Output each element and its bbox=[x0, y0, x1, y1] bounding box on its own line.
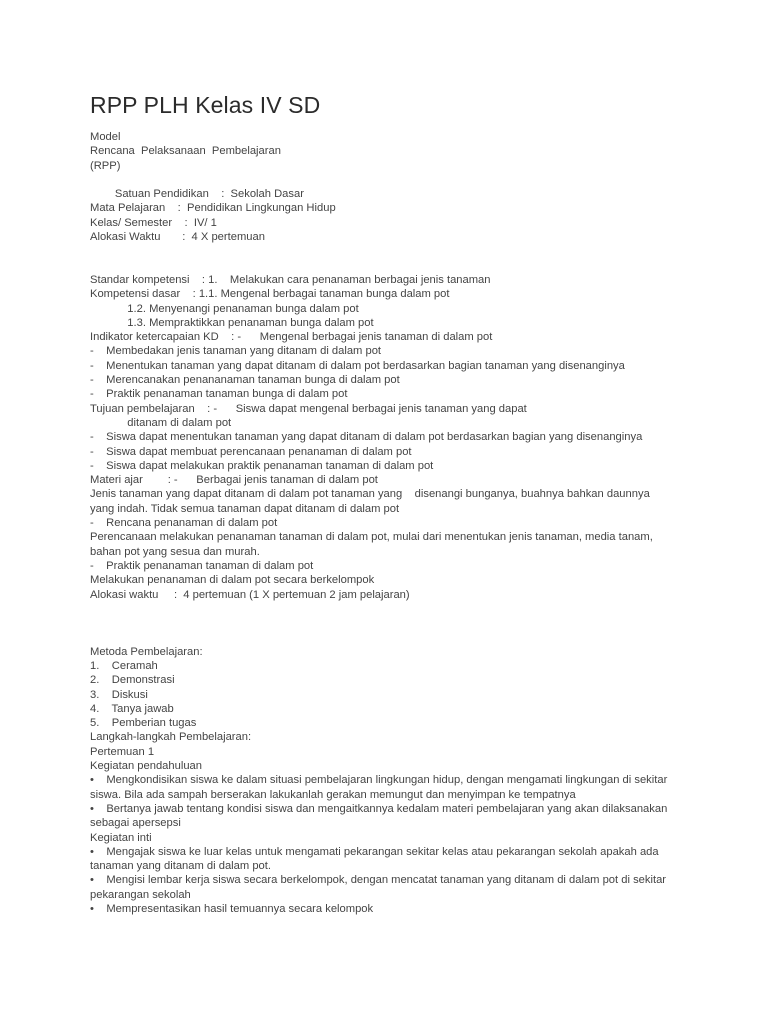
text-line: Materi ajar : - Berbagai jenis tanaman di dalam pot bbox=[90, 474, 378, 487]
text-line: 3. Diskusi bbox=[90, 688, 148, 701]
text-line: - Siswa dapat membuat perencanaan penanaman di dalam pot bbox=[90, 445, 412, 458]
text-line: - Praktik penanaman tanaman bunga di dalam pot bbox=[90, 388, 348, 401]
text-line: Satuan Pendidikan : Sekolah Dasar bbox=[90, 188, 304, 201]
text-line: Rencana Pelaksanaan Pembelajaran bbox=[90, 145, 281, 158]
text-line: bahan pot yang sesua dan murah. bbox=[90, 545, 260, 558]
blank-line bbox=[90, 630, 690, 644]
text-line: yang indah. Tidak semua tanaman dapat ditanam di dalam pot bbox=[90, 502, 400, 515]
text-line: Alokasi Waktu : 4 X pertemuan bbox=[90, 231, 265, 244]
text-line: - Praktik penanaman tanaman di dalam pot bbox=[90, 559, 314, 572]
text-line: Model bbox=[90, 131, 121, 143]
text-line: Jenis tanaman yang dapat ditanam di dalam pot tanaman yang disenangi bunganya, buahnya bahkan daunnya bbox=[90, 488, 650, 501]
text-line: - Merencanakan penananaman tanaman bunga di dalam pot bbox=[90, 374, 400, 387]
text-line: Melakukan penanaman di dalam pot secara berkelompok bbox=[90, 574, 375, 587]
text-line: Kompetensi dasar : 1.1. Mengenal berbagai tanaman bunga dalam pot bbox=[90, 288, 450, 301]
text-line: • Mempresentasikan hasil temuannya secara kelompok bbox=[90, 903, 374, 916]
text-line: Pertemuan 1 bbox=[90, 745, 155, 758]
text-line: 1.2. Menyenangi penanaman bunga dalam pot bbox=[90, 302, 359, 315]
document-body bbox=[90, 130, 690, 916]
text-line: Standar kompetensi : 1. Melakukan cara penanaman berbagai jenis tanaman bbox=[90, 273, 491, 286]
text-line: Kelas/ Semester : IV/ 1 bbox=[90, 216, 217, 229]
text-line: • Bertanya jawab tentang kondisi siswa dan mengaitkannya kedalam materi pembelajaran yang akan dilaksanakan bbox=[90, 802, 668, 815]
blank-line bbox=[90, 602, 690, 616]
text-line: 1.3. Mempraktikkan penanaman bunga dalam pot bbox=[90, 316, 374, 329]
text-line: ditanam di dalam pot bbox=[90, 416, 232, 429]
text-line: - Membedakan jenis tanaman yang ditanam di dalam pot bbox=[90, 345, 382, 358]
text-line: - Siswa dapat melakukan praktik penanaman tanaman di dalam pot bbox=[90, 459, 434, 472]
text-line: siswa. Bila ada sampah berserakan lakukanlah gerakan memungut dan menyimpan ke tempatnya bbox=[90, 788, 576, 801]
text-line: Perencanaan melakukan penanaman tanaman di dalam pot, mulai dari menentukan jenis tanaman, media tanam, bbox=[90, 531, 653, 544]
text-line: 1. Ceramah bbox=[90, 659, 158, 672]
text-line: 4. Tanya jawab bbox=[90, 702, 174, 715]
text-line: • Mengisi lembar kerja siswa secara berkelompok, dengan mencatat tanaman yang ditanam di dalam pot di sekitar bbox=[90, 874, 667, 887]
text-line: Kegiatan pendahuluan bbox=[90, 760, 202, 773]
text-line: • Mengajak siswa ke luar kelas untuk mengamati pekarangan sekitar kelas atau pekarangan sekolah apakah ada bbox=[90, 845, 659, 858]
text-line: 2. Demonstrasi bbox=[90, 674, 175, 687]
text-line: (RPP) bbox=[90, 159, 121, 172]
text-line: pekarangan sekolah bbox=[90, 888, 191, 901]
text-line: - Siswa dapat menentukan tanaman yang dapat ditanam di dalam pot berdasarkan bagian yang disenanginya bbox=[90, 431, 643, 444]
text-line: - Menentukan tanaman yang dapat ditanam di dalam pot berdasarkan bagian tanaman yang disenanginya bbox=[90, 359, 625, 372]
text-line: sebagai apersepsi bbox=[90, 817, 181, 830]
document-title: RPP PLH Kelas IV SD bbox=[90, 92, 321, 118]
text-line: Alokasi waktu : 4 pertemuan (1 X pertemuan 2 jam pelajaran) bbox=[90, 588, 410, 601]
text-line: Mata Pelajaran : Pendidikan Lingkungan Hidup bbox=[90, 202, 336, 215]
blank-line bbox=[90, 244, 690, 258]
text-line: Langkah-langkah Pembelajaran: bbox=[90, 731, 252, 744]
text-line: tanaman yang ditanam di dalam pot. bbox=[90, 860, 271, 873]
blank-line bbox=[90, 616, 690, 630]
text-line: - Rencana penanaman di dalam pot bbox=[90, 517, 278, 530]
text-line: Metoda Pembelajaran: bbox=[90, 645, 203, 658]
text-line: Indikator ketercapaian KD : - Mengenal berbagai jenis tanaman di dalam pot bbox=[90, 331, 493, 344]
text-line: Kegiatan inti bbox=[90, 831, 152, 844]
blank-line bbox=[90, 259, 690, 273]
text-line: 5. Pemberian tugas bbox=[90, 717, 197, 730]
text-line: • Mengkondisikan siswa ke dalam situasi pembelajaran lingkungan hidup, dengan mengamati lingkungan di sekitar bbox=[90, 774, 668, 787]
text-line: Tujuan pembelajaran : - Siswa dapat mengenal berbagai jenis tanaman yang dapat bbox=[90, 402, 527, 415]
blank-line bbox=[90, 173, 690, 187]
